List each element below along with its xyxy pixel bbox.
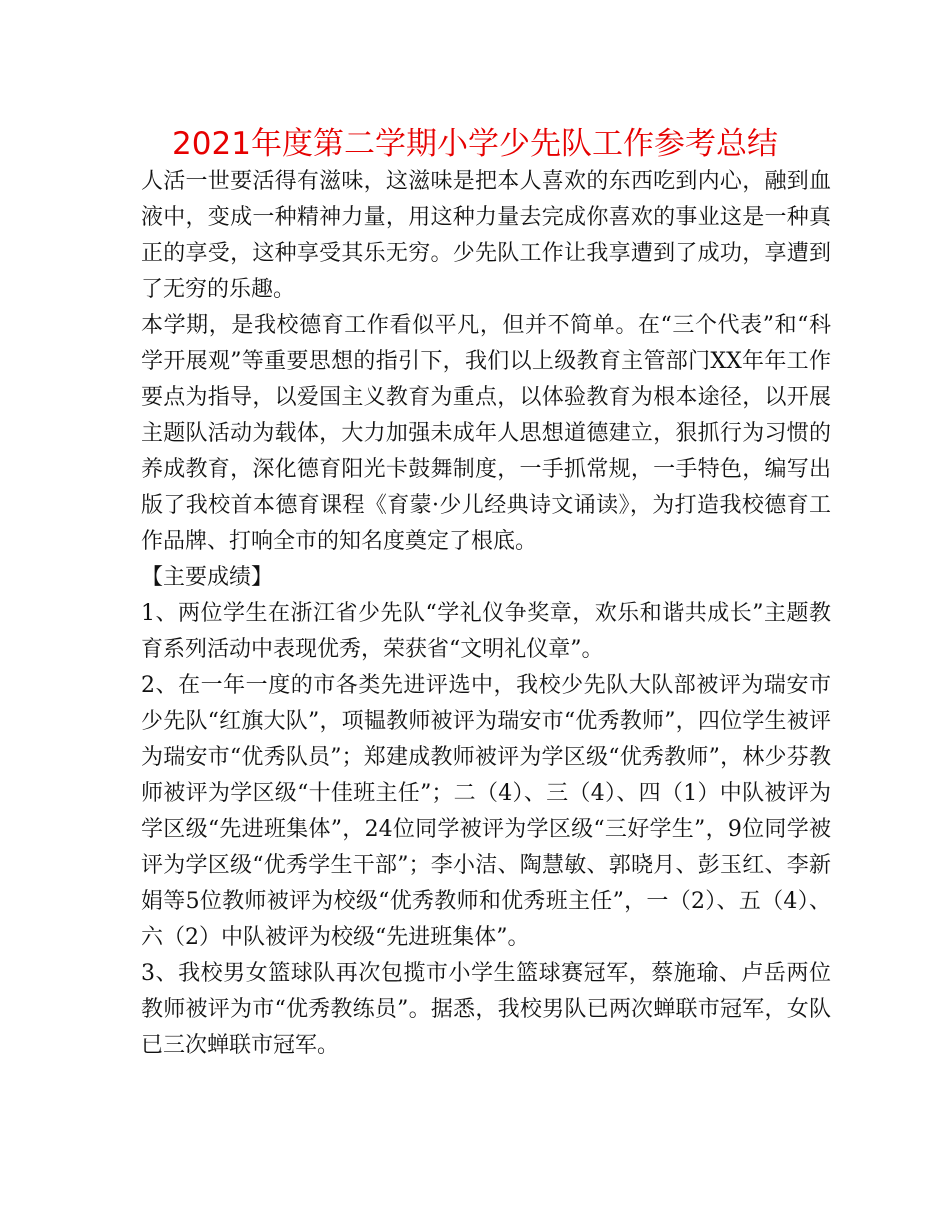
paragraph-intro: 人活一世要活得有滋味，这滋味是把本人喜欢的东西吃到内心，融到血液中，变成一种精神力量，用这种力量去完成你喜欢的事业这是一种真正的享受，这种享受其乐无穷。少先队工作让我享遭到了成功，享遭到了无穷的乐趣。 bbox=[141, 169, 831, 302]
achievement-item-1: 1、两位学生在浙江省少先队“学礼仪争奖章，欢乐和谐共成长”主题教育系列活动中表现优秀，荣获省“文明礼仪章”。 bbox=[141, 601, 831, 662]
achievement-item-2: 2、在一年一度的市各类先进评选中，我校少先队大队部被评为瑞安市少先队“红旗大队”，项韫教师被评为瑞安市“优秀教师”，四位学生被评为瑞安市“优秀队员”；郑建成教师被评为学区级“优秀教师”，林少芬教师被评为学区级“十佳班主任”；二（4）、三（4）、四（1）中队被评为学区级“先进班集体”，24位同学被评为学区级“三好学生”，9位同学被评为学区级“优秀学生干部”；李小洁、陶慧敏、郭晓月、彭玉红、李新娟等5位教师被评为校级“优秀教师和优秀班主任”，一（2）、五（4）、六（2）中队被评为校级“先进班集体”。 bbox=[141, 673, 831, 950]
document-body bbox=[141, 164, 831, 1064]
section-heading-main-achievements: 【主要成绩】 bbox=[141, 565, 274, 590]
achievement-item-3: 3、我校男女篮球队再次包揽市小学生篮球赛冠军，蔡施瑜、卢岳两位教师被评为市“优秀教练员”。据悉，我校男队已两次蝉联市冠军，女队已三次蝉联市冠军。 bbox=[141, 961, 831, 1058]
paragraph-semester-overview: 本学期，是我校德育工作看似平凡，但并不简单。在“三个代表”和“科学开展观”等重要思想的指引下，我们以上级教育主管部门XX年年工作要点为指导，以爱国主义教育为重点，以体验教育为根本途径，以开展主题队活动为载体，大力加强未成年人思想道德建立，狠抓行为习惯的养成教育，深化德育阳光卡鼓舞制度，一手抓常规，一手特色，编写出版了我校首本德育课程《育蒙·少儿经典诗文诵读》，为打造我校德育工作品牌、打响全市的知名度奠定了根底。 bbox=[141, 313, 831, 554]
document-title: 2021年度第二学期小学少先队工作参考总结 bbox=[172, 126, 778, 162]
